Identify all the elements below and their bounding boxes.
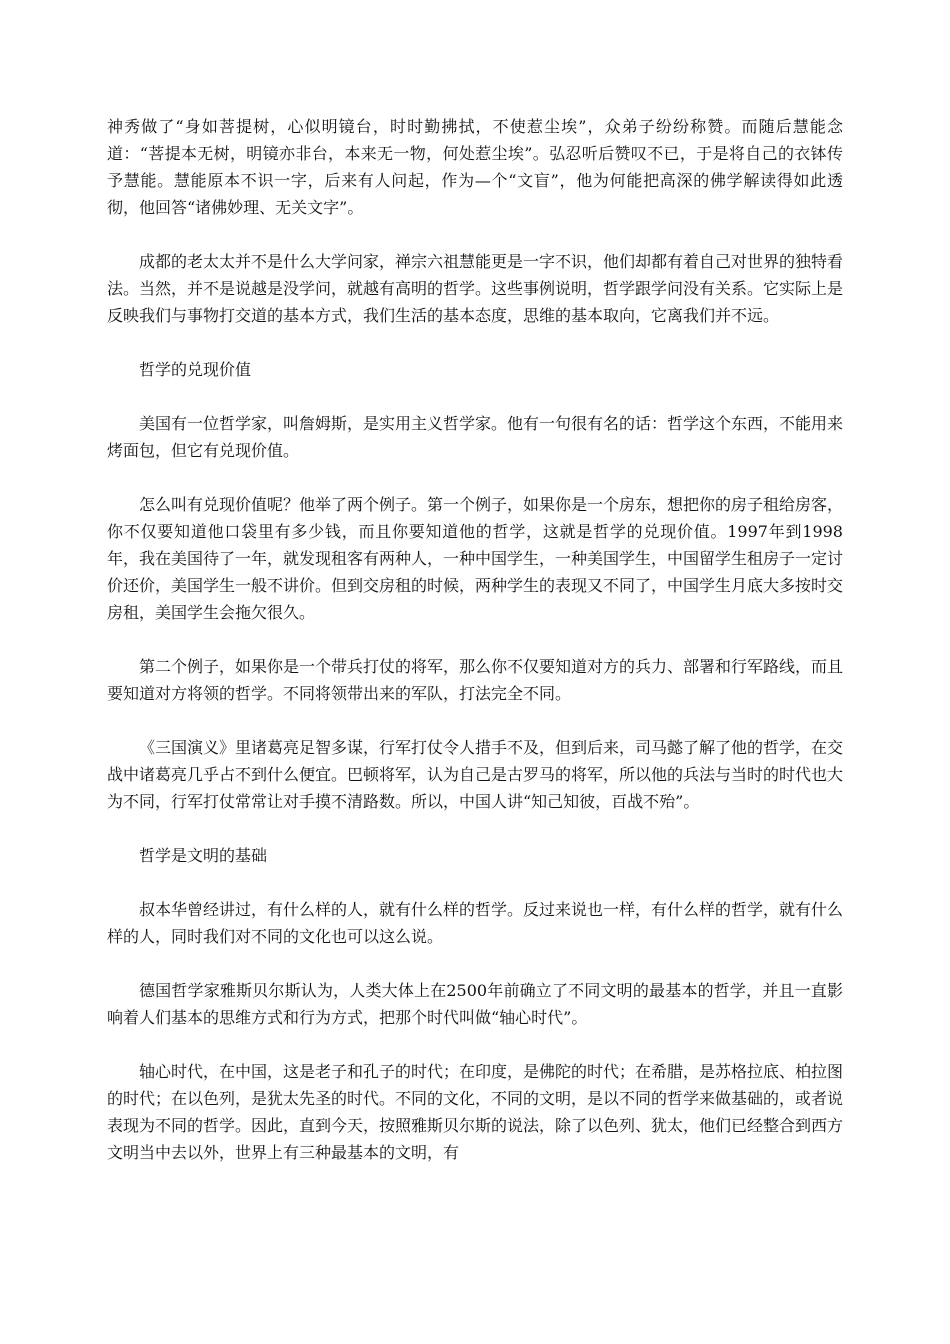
paragraph-james-quote: 美国有一位哲学家，叫詹姆斯，是实用主义哲学家。他有一句很有名的话：哲学这个东西，不能用来烤面包，但它有兑现价值。 <box>107 414 844 460</box>
paragraph-philosophy-not-learning: 成都的老太太并不是什么大学问家，禅宗六祖慧能更是一字不识，他们却都有着自己对世界的独特看法。当然，并不是说越是没学问，就越有高明的哲学。这些事例说明，哲学跟学问没有关系。它实际上是反映我们与事物打交道的基本方式，我们生活的基本态度，思维的基本取向，它离我们并不远。 <box>107 252 844 325</box>
section-heading-cash-value: 哲学的兑现价值 <box>139 360 252 379</box>
section-heading-civilization: 哲学是文明的基础 <box>139 846 268 865</box>
paragraph-huineng-story: 神秀做了“身如菩提树，心似明镜台，时时勤拂拭，不使惹尘埃”，众弟子纷纷称赞。而随后慧能念道：“菩提本无树，明镜亦非台，本来无一物，何处惹尘埃”。弘忍听后赞叹不已，于是将自己的衣钵传予慧能。慧能原本不识一字，后来有人问起，作为—个“文盲”，他为何能把高深的佛学解读得如此透彻，他回答“诸佛妙理、无关文字”。 <box>107 117 843 217</box>
paragraph-axial-age: 轴心时代，在中国，这是老子和孔子的时代；在印度，是佛陀的时代；在希腊，是苏格拉底、柏拉图的时代；在以色列，是犹太先圣的时代。不同的文化，不同的文明，是以不同的哲学来做基础的，或者说表现为不同的哲学。因此，直到今天，按照雅斯贝尔斯的说法，除了以色列、犹太，他们已经整合到西方文明当中去以外，世界上有三种最基本的文明，有 <box>107 1062 844 1162</box>
document-body <box>107 113 843 1193</box>
paragraph-general-example: 第二个例子，如果你是一个带兵打仗的将军，那么你不仅要知道对方的兵力、部署和行军路线，而且要知道对方将领的哲学。不同将领带出来的军队，打法完全不同。 <box>107 657 844 703</box>
paragraph-three-kingdoms: 《三国演义》里诸葛亮足智多谋，行军打仗令人措手不及，但到后来，司马懿了解了他的哲学，在交战中诸葛亮几乎占不到什么便宜。巴顿将军，认为自己是古罗马的将军，所以他的兵法与当时的时代也大为不同，行军打仗常常让对手摸不清路数。所以，中国人讲“知己知彼，百战不殆”。 <box>107 738 844 811</box>
paragraph-jaspers: 德国哲学家雅斯贝尔斯认为，人类大体上在2500年前确立了不同文明的最基本的哲学，并且一直影响着人们基本的思维方式和行为方式，把那个时代叫做“轴心时代”。 <box>107 981 843 1027</box>
paragraph-schopenhauer: 叔本华曾经讲过，有什么样的人，就有什么样的哲学。反过来说也一样，有什么样的哲学，就有什么样的人，同时我们对不同的文化也可以这么说。 <box>107 900 844 946</box>
paragraph-landlord-example: 怎么叫有兑现价值呢？他举了两个例子。第一个例子，如果你是一个房东，想把你的房子租给房客，你不仅要知道他口袋里有多少钱，而且你要知道他的哲学，这就是哲学的兑现价值。1997年到1998年，我在美国待了一年，就发现租客有两种人，一种中国学生，一种美国学生，中国留学生租房子一定讨价还价，美国学生一般不讲价。但到交房租的时候，两种学生的表现又不同了，中国学生月底大多按时交房租，美国学生会拖欠很久。 <box>107 495 844 622</box>
